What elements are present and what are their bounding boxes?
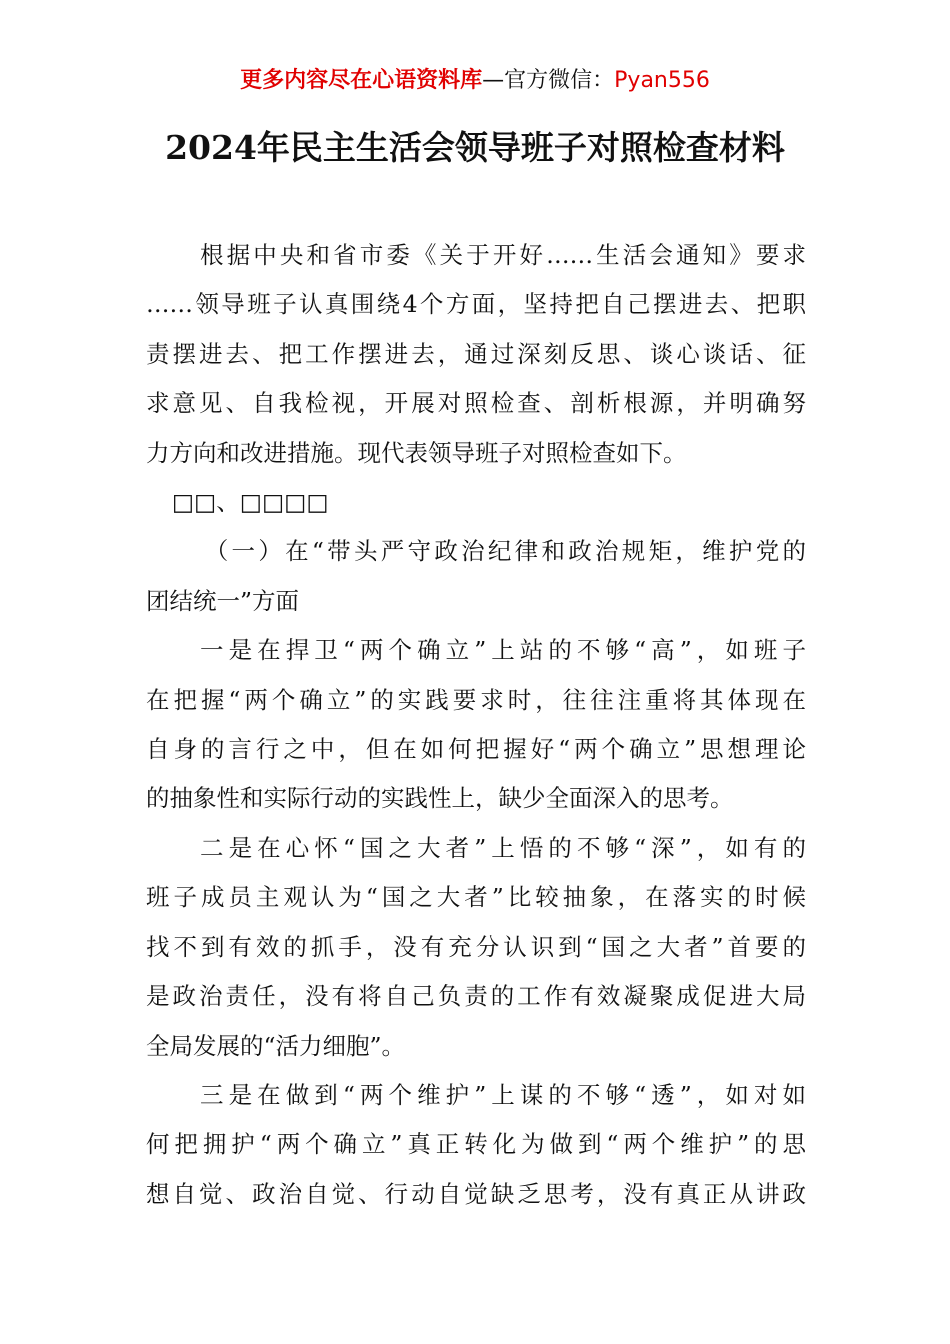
banner-wechat-label: —官方微信： xyxy=(482,68,615,93)
text-line: 在把握“两个确立”的实践要求时，往往注重将其体现在 xyxy=(146,685,806,714)
text-line: 求意见、自我检视，开展对照检查、剖析根源，并明确努 xyxy=(146,389,806,418)
text-line: 一是在捍卫“两个确立”上站的不够“高”，如班子 xyxy=(200,636,806,665)
section-heading xyxy=(146,478,806,527)
intro-paragraph xyxy=(146,231,806,478)
subsection-heading xyxy=(146,527,806,626)
text-line: 团结统一”方面 xyxy=(146,586,300,615)
section-heading-text: □□、□□□□ xyxy=(171,488,329,517)
text-line: 班子成员主观认为“国之大者”比较抽象，在落实的时候 xyxy=(146,883,806,912)
text-line: 想自觉、政治自觉、行动自觉缺乏思考，没有真正从讲政 xyxy=(146,1179,806,1208)
banner-library-text: 更多内容尽在心语资料库 xyxy=(240,68,483,93)
document-title: 2024年民主生活会领导班子对照检查材料 xyxy=(165,128,785,167)
paragraph-point-one xyxy=(146,626,806,824)
text-line: 责摆进去、把工作摆进去，通过深刻反思、谈心谈话、征 xyxy=(146,339,806,368)
document-body xyxy=(146,231,806,1219)
text-line: 自身的言行之中，但在如何把握好“两个确立”思想理论 xyxy=(146,735,806,764)
paragraph-point-three xyxy=(146,1071,806,1219)
text-line: ……领导班子认真围绕4个方面，坚持把自己摆进去、把职 xyxy=(146,290,806,319)
text-line: 是政治责任，没有将自己负责的工作有效凝聚成促进大局 xyxy=(146,982,806,1011)
text-line: （一）在“带头严守政治纪律和政治规矩，维护党的 xyxy=(204,537,806,566)
text-line: 二是在心怀“国之大者”上悟的不够“深”，如有的 xyxy=(200,833,806,862)
text-line: 全局发展的“活力细胞”。 xyxy=(146,1031,406,1060)
promo-banner xyxy=(0,66,950,96)
text-line: 三是在做到“两个维护”上谋的不够“透”，如对如 xyxy=(200,1080,806,1109)
paragraph-point-two xyxy=(146,824,806,1071)
banner-wechat-id: Pyan556 xyxy=(614,68,710,93)
text-line: 何把拥护“两个确立”真正转化为做到“两个维护”的思 xyxy=(146,1130,806,1159)
text-line: 的抽象性和实际行动的实践性上，缺少全面深入的思考。 xyxy=(146,784,734,813)
text-line: 找不到有效的抓手，没有充分认识到“国之大者”首要的 xyxy=(146,932,806,961)
text-line: 根据中央和省市委《关于开好……生活会通知》要求 xyxy=(200,241,806,269)
text-line: 力方向和改进措施。现代表领导班子对照检查如下。 xyxy=(146,438,687,467)
